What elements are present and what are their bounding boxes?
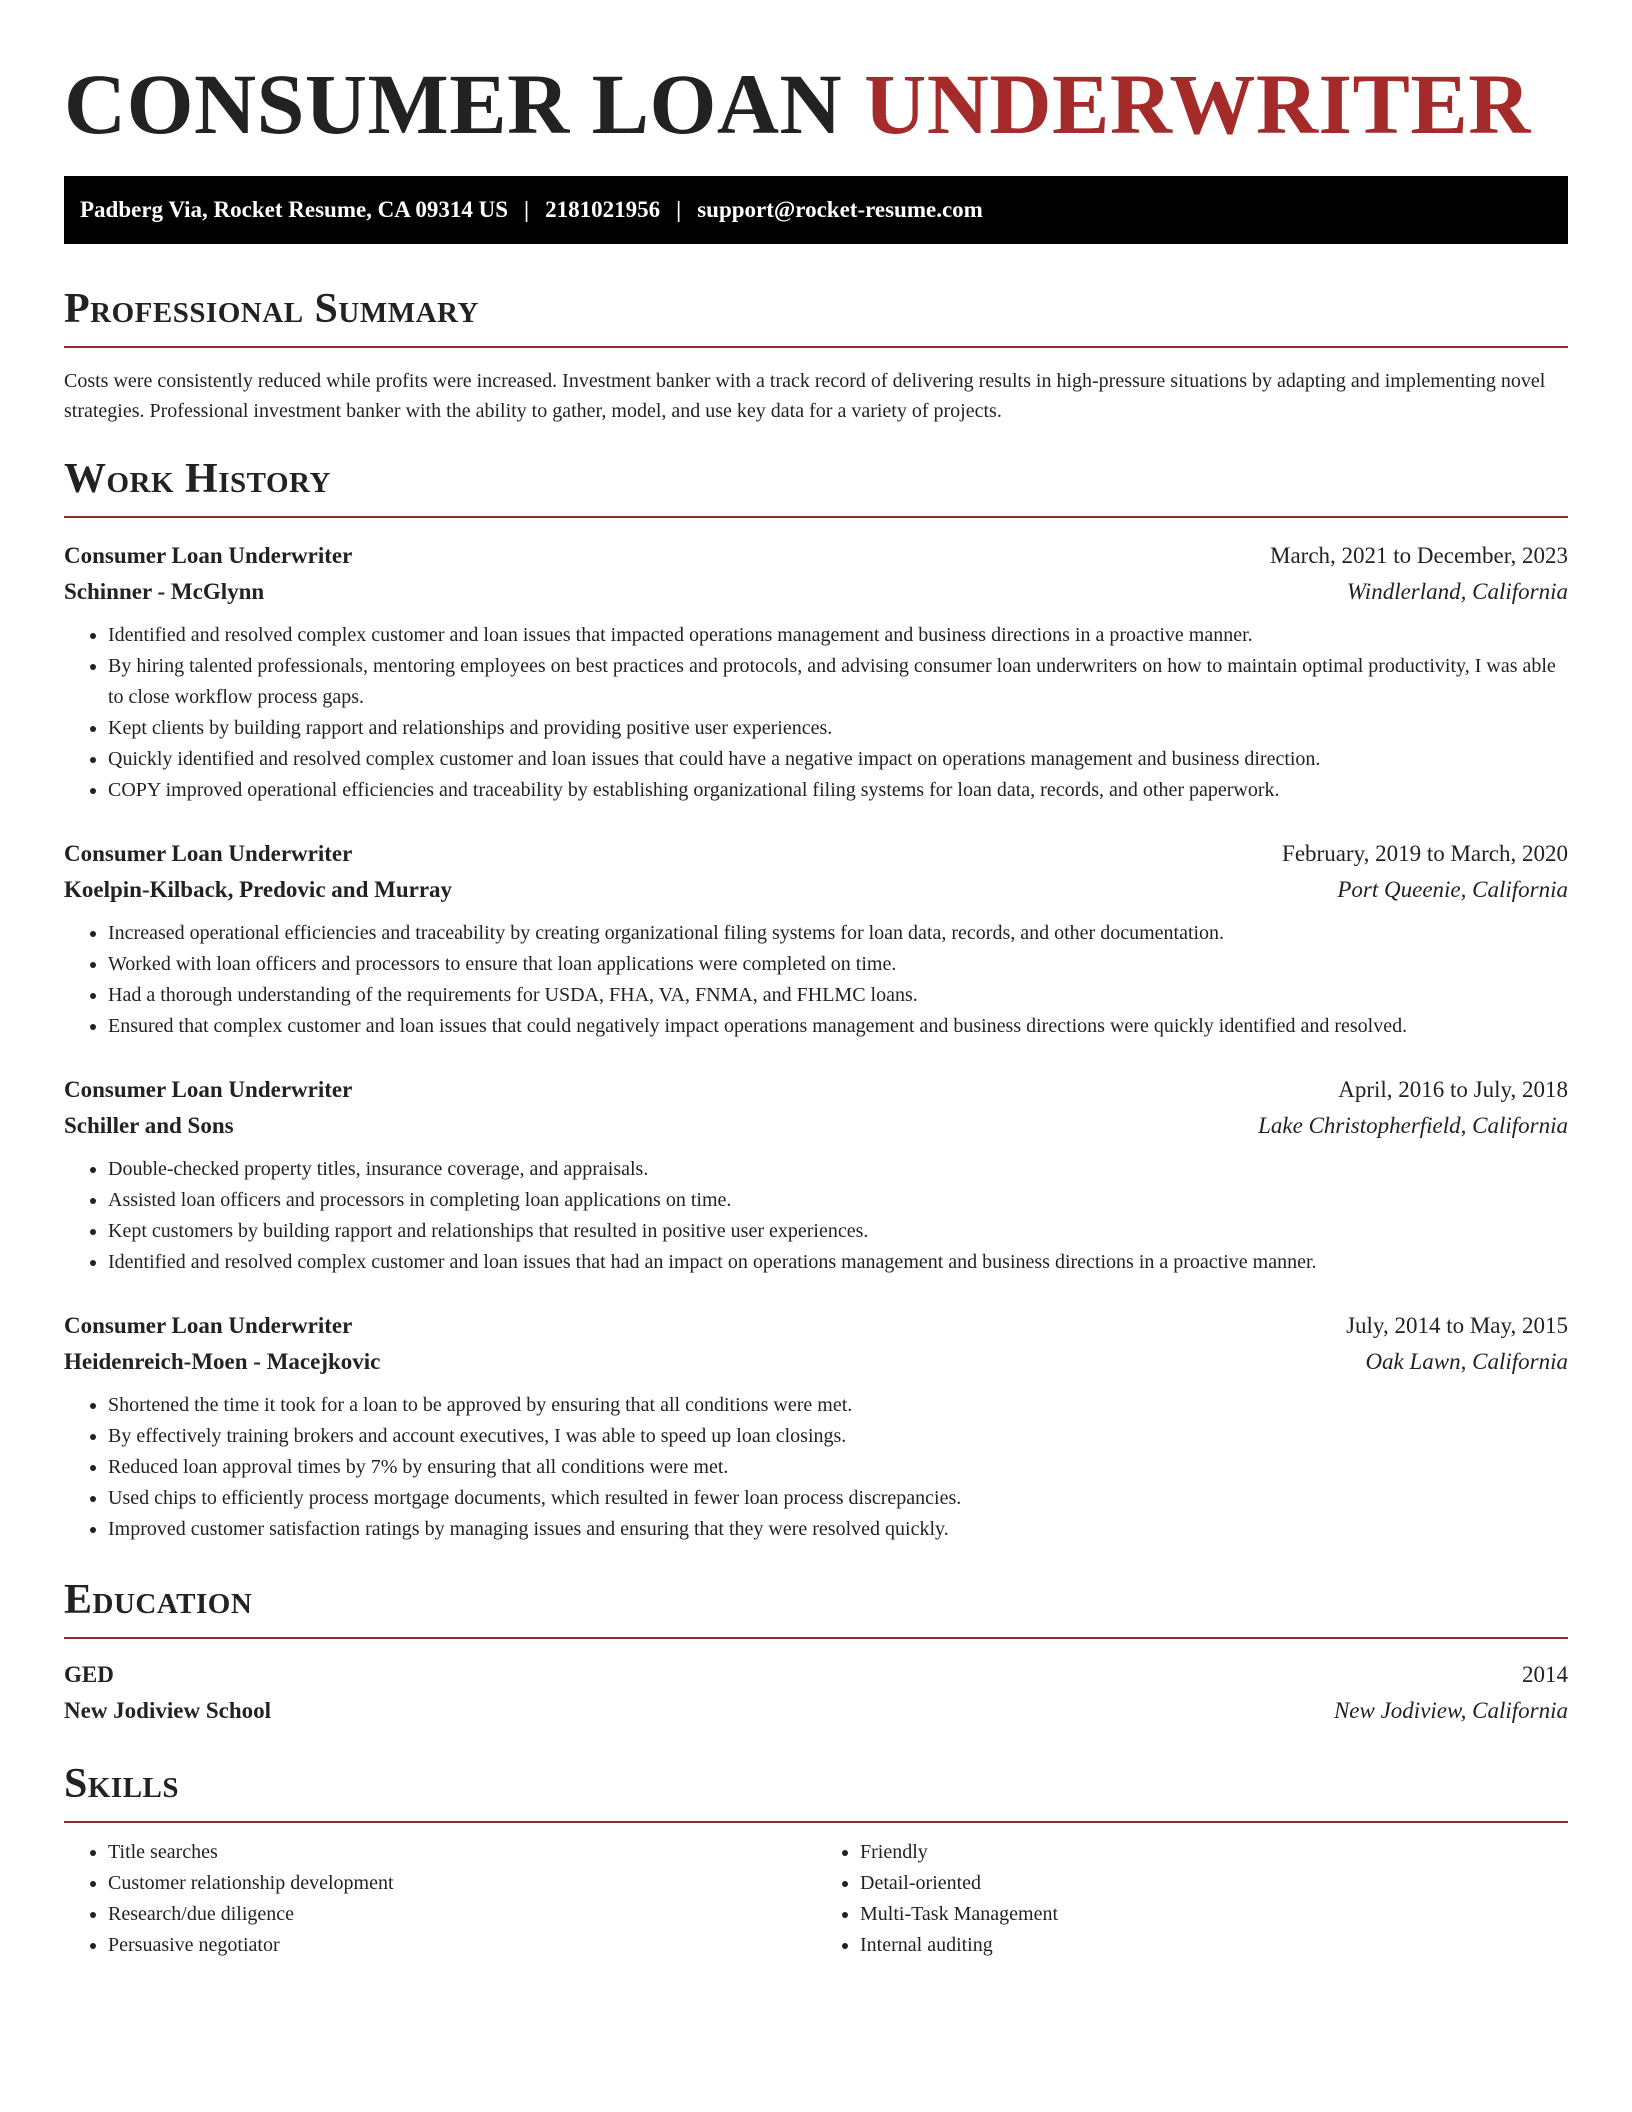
job-company-row [64, 574, 1568, 610]
job-location: Windlerland, California [1346, 579, 1568, 604]
job-bullet: • Shortened the time it took for a loan to be approved by ensuring that all conditions were met. [108, 1390, 1568, 1421]
skill-item: • Research/due diligence [108, 1899, 816, 1930]
work-history-heading: Work History [64, 454, 1568, 518]
job-header-row [64, 538, 1568, 574]
job-bullet: • Double-checked property titles, insurance coverage, and appraisals. [108, 1154, 1568, 1185]
education-section [64, 1575, 1568, 1729]
job-bullet: • Worked with loan officers and processors to ensure that loan applications were completed on time. [108, 949, 1568, 980]
job-bullet: • Reduced loan approval times by 7% by ensuring that all conditions were met. [108, 1452, 1568, 1483]
job-dates: July, 2014 to May, 2015 [1346, 1313, 1568, 1338]
skills-columns [64, 1837, 1568, 1961]
skill-item: • Friendly [860, 1837, 1568, 1868]
job-company: Heidenreich-Moen - Macejkovic [64, 1349, 381, 1374]
education-location: New Jodiview, California [1333, 1698, 1568, 1723]
job-dates: April, 2016 to July, 2018 [1338, 1077, 1568, 1102]
title-accent: UNDERWRITER [864, 56, 1531, 152]
job-bullets [64, 918, 1568, 1042]
job-title: Consumer Loan Underwriter [64, 543, 353, 568]
job-bullet: • By hiring talented professionals, mentoring employees on best practices and protocols, and advising consumer loan underwriters on how to maintain optimal productivity, I was able to close workflow process gaps. [108, 651, 1568, 713]
job-company-row [64, 872, 1568, 908]
skills-left-column [64, 1837, 816, 1961]
summary-text: Costs were consistently reduced while profits were increased. Investment banker with a track record of delivering results in high-pressure situations by adapting and implementing novel strategies. Professional investment banker with the ability to gather, model, and use key data for a variety of projects. [64, 370, 1546, 422]
contact-email: support@rocket-resume.com [697, 197, 983, 222]
skill-item: • Customer relationship development [108, 1868, 816, 1899]
education-year: 2014 [1522, 1662, 1568, 1687]
skill-item: • Persuasive negotiator [108, 1930, 816, 1961]
job-entry [64, 1072, 1568, 1278]
title-main: CONSUMER LOAN [64, 56, 843, 152]
education-degree: GED [64, 1662, 114, 1687]
work-history-section [64, 454, 1568, 1545]
job-title: Consumer Loan Underwriter [64, 1313, 353, 1338]
job-bullet: • Improved customer satisfaction ratings by managing issues and ensuring that they were resolved quickly. [108, 1514, 1568, 1545]
job-company: Schinner - McGlynn [64, 579, 265, 604]
job-bullet: • By effectively training brokers and account executives, I was able to speed up loan closings. [108, 1421, 1568, 1452]
job-title: Consumer Loan Underwriter [64, 841, 353, 866]
job-company-row [64, 1108, 1568, 1144]
job-bullet: • Assisted loan officers and processors in completing loan applications on time. [108, 1185, 1568, 1216]
job-location: Port Queenie, California [1337, 877, 1568, 902]
job-bullet: • COPY improved operational efficiencies and traceability by establishing organizational filing systems for loan data, records, and other paperwork. [108, 775, 1568, 806]
education-school: New Jodiview School [64, 1698, 271, 1723]
summary-section [64, 284, 1568, 426]
education-school-row [64, 1693, 1568, 1729]
skill-item: • Internal auditing [860, 1930, 1568, 1961]
skills-heading: Skills [64, 1759, 1568, 1823]
job-company-row [64, 1344, 1568, 1380]
resume-title [64, 52, 1568, 156]
contact-phone: 2181021956 [545, 197, 661, 222]
job-bullet: • Identified and resolved complex customer and loan issues that had an impact on operations management and business directions in a proactive manner. [108, 1247, 1568, 1278]
job-bullet: • Identified and resolved complex customer and loan issues that impacted operations management and business directions in a proactive manner. [108, 620, 1568, 651]
job-bullets [64, 1154, 1568, 1278]
skill-item: • Detail-oriented [860, 1868, 1568, 1899]
skills-right-column [816, 1837, 1568, 1961]
job-bullet: • Kept clients by building rapport and relationships and providing positive user experiences. [108, 713, 1568, 744]
job-entry [64, 538, 1568, 806]
job-bullet: • Kept customers by building rapport and relationships that resulted in positive user experiences. [108, 1216, 1568, 1247]
contact-bar [64, 176, 1568, 244]
job-dates: March, 2021 to December, 2023 [1270, 543, 1568, 568]
job-header-row [64, 1308, 1568, 1344]
skill-item: • Title searches [108, 1837, 816, 1868]
job-bullet: • Ensured that complex customer and loan issues that could negatively impact operations management and business directions were quickly identified and resolved. [108, 1011, 1568, 1042]
job-bullet: • Increased operational efficiencies and traceability by creating organizational filing systems for loan data, records, and other documentation. [108, 918, 1568, 949]
job-bullets [64, 620, 1568, 806]
job-header-row [64, 836, 1568, 872]
job-bullet: • Had a thorough understanding of the requirements for USDA, FHA, VA, FNMA, and FHLMC loans. [108, 980, 1568, 1011]
education-degree-row [64, 1657, 1568, 1693]
contact-address: Padberg Via, Rocket Resume, CA 09314 US [80, 197, 509, 222]
education-heading: Education [64, 1575, 1568, 1639]
job-header-row [64, 1072, 1568, 1108]
job-entry [64, 1308, 1568, 1545]
contact-separator: | [524, 197, 530, 222]
job-location: Lake Christopherfield, California [1258, 1113, 1568, 1138]
job-bullet: • Used chips to efficiently process mortgage documents, which resulted in fewer loan process discrepancies. [108, 1483, 1568, 1514]
job-company: Schiller and Sons [64, 1113, 234, 1138]
job-title: Consumer Loan Underwriter [64, 1077, 353, 1102]
job-bullet: • Quickly identified and resolved complex customer and loan issues that could have a negative impact on operations management and business direction. [108, 744, 1568, 775]
summary-heading: Professional Summary [64, 284, 1568, 348]
job-location: Oak Lawn, California [1365, 1349, 1568, 1374]
job-bullets [64, 1390, 1568, 1545]
job-entry [64, 836, 1568, 1042]
job-company: Koelpin-Kilback, Predovic and Murray [64, 877, 453, 902]
skill-item: • Multi-Task Management [860, 1899, 1568, 1930]
job-dates: February, 2019 to March, 2020 [1282, 841, 1568, 866]
skills-section [64, 1759, 1568, 1961]
contact-separator: | [676, 197, 682, 222]
education-entry [64, 1657, 1568, 1729]
